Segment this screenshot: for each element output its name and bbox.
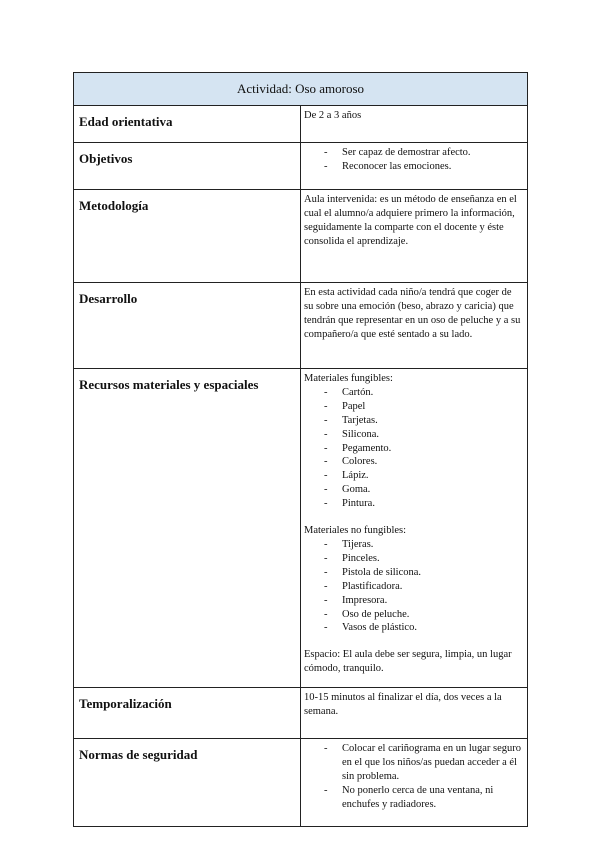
- row-objetivos: [74, 143, 528, 190]
- row-metodologia: [74, 190, 528, 283]
- fungibles-heading: Materiales fungibles:: [304, 373, 393, 384]
- list-item: - Colocar el cariñograma en un lugar seguro en el que los niños/as puedan acceder a él sin problema.: [324, 742, 521, 784]
- value-recursos: [301, 369, 528, 688]
- fungibles-list: [304, 386, 521, 511]
- activity-title: Actividad: Oso amoroso: [74, 73, 528, 106]
- list-item: - Papel: [324, 400, 521, 414]
- label-objetivos: Objetivos: [74, 143, 301, 190]
- list-item: - No ponerlo cerca de una ventana, ni enchufes y radiadores.: [324, 784, 521, 812]
- label-normas: Normas de seguridad: [74, 739, 301, 827]
- list-item: - Impresora.: [324, 594, 521, 608]
- row-desarrollo: [74, 283, 528, 369]
- list-item: - Pinceles.: [324, 552, 521, 566]
- list-item: - Cartón.: [324, 386, 521, 400]
- espacio-text: Espacio: El aula debe ser segura, limpia, un lugar cómodo, tranquilo.: [304, 649, 512, 675]
- list-item: - Oso de peluche.: [324, 608, 521, 622]
- no-fungibles-heading: Materiales no fungibles:: [304, 525, 407, 537]
- list-item: - Goma.: [324, 483, 521, 497]
- label-desarrollo: Desarrollo: [74, 283, 301, 369]
- value-edad: De 2 a 3 años: [301, 106, 528, 143]
- list-item: - Ser capaz de demostrar afecto.: [324, 146, 521, 160]
- list-item: - Pistola de silicona.: [324, 566, 521, 580]
- objetivos-list: [304, 146, 521, 174]
- row-edad: [74, 106, 528, 143]
- value-normas: [301, 739, 528, 827]
- list-item: - Pegamento.: [324, 442, 521, 456]
- activity-table: [73, 72, 528, 827]
- value-metodologia: Aula intervenida: es un método de enseñanza en el cual el alumno/a adquiere primero la información, seguidamente la comparte con el docente y éste consolida el aprendizaje.: [301, 190, 528, 283]
- label-metodologia: Metodología: [74, 190, 301, 283]
- label-recursos: Recursos materiales y espaciales: [74, 369, 301, 688]
- value-desarrollo: En esta actividad cada niño/a tendrá que coger de su sobre una emoción (beso, abrazo y caricia) que tendrán que representar en un oso de peluche y a su compañero/a que esté sentado a su lado.: [301, 283, 528, 369]
- list-item: - Pintura.: [324, 497, 521, 511]
- value-temporalizacion: 10-15 minutos al finalizar el día, dos veces a la semana.: [301, 688, 528, 739]
- list-item: - Tijeras.: [324, 538, 521, 552]
- list-item: - Lápiz.: [324, 469, 521, 483]
- label-temporalizacion: Temporalización: [74, 688, 301, 739]
- no-fungibles-list: [304, 538, 521, 635]
- list-item: - Plastificadora.: [324, 580, 521, 594]
- list-item: - Reconocer las emociones.: [324, 160, 521, 174]
- list-item: - Colores.: [324, 455, 521, 469]
- value-objetivos: [301, 143, 528, 190]
- row-normas: [74, 739, 528, 827]
- list-item: - Vasos de plástico.: [324, 621, 521, 635]
- list-item: - Silicona.: [324, 428, 521, 442]
- row-temporalizacion: [74, 688, 528, 739]
- normas-list: [304, 742, 521, 812]
- title-row: [74, 73, 528, 106]
- row-recursos: [74, 369, 528, 688]
- label-edad: Edad orientativa: [74, 106, 301, 143]
- list-item: - Tarjetas.: [324, 414, 521, 428]
